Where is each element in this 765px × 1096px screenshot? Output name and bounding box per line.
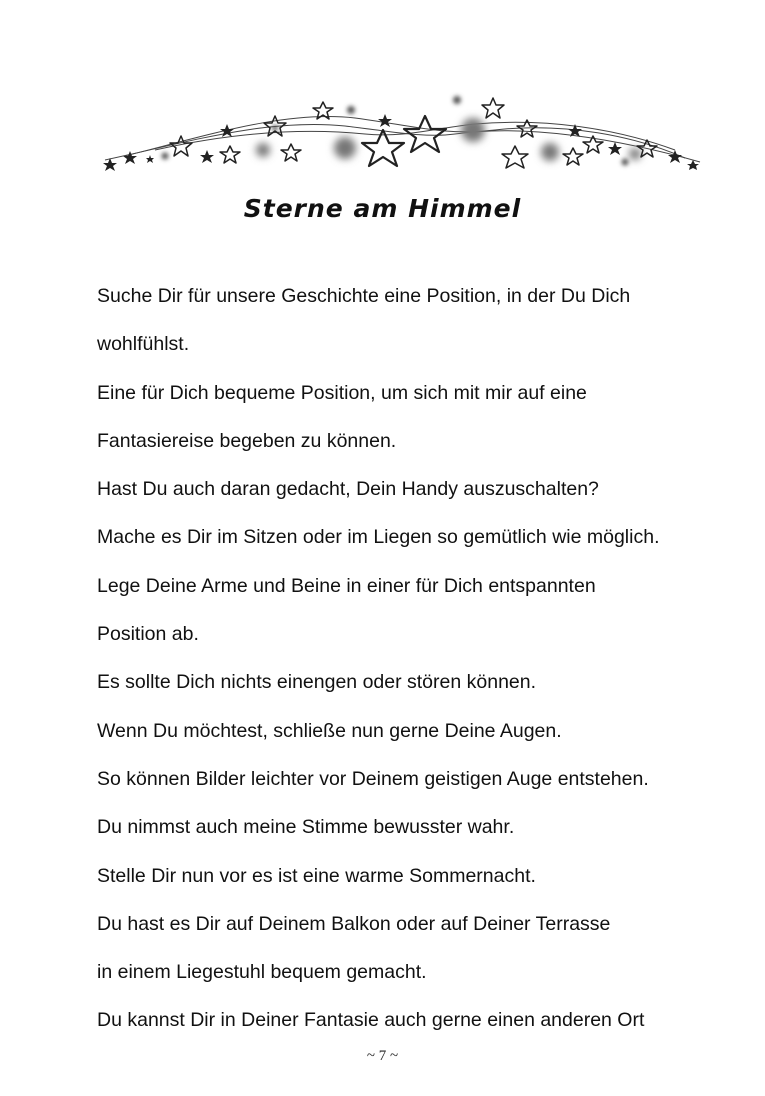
text-line: wohlfühlst. — [97, 333, 190, 356]
text-line: Du kannst Dir in Deiner Fantasie auch gerne einen anderen Ort — [97, 1009, 645, 1032]
story-text — [97, 272, 737, 1045]
text-line: Lege Deine Arme und Beine in einer für Dich entspannten — [97, 574, 596, 597]
text-line: Du hast es Dir auf Deinem Balkon oder auf Deiner Terrasse — [97, 912, 611, 935]
text-line: So können Bilder leichter vor Deinem geistigen Auge entstehen. — [97, 767, 649, 790]
text-line: in einem Liegestuhl bequem gemacht. — [97, 961, 427, 984]
text-line: Suche Dir für unsere Geschichte eine Position, in der Du Dich — [97, 285, 631, 307]
stars-ornament-icon — [95, 88, 707, 174]
page-title: Sterne am Himmel — [243, 194, 522, 223]
text-line: Du nimmst auch meine Stimme bewusster wahr. — [97, 816, 515, 839]
text-line: Position ab. — [97, 623, 199, 646]
text-line: Es sollte Dich nichts einengen oder stören können. — [97, 671, 537, 694]
text-line: Hast Du auch daran gedacht, Dein Handy auszuschalten? — [97, 478, 599, 501]
text-line: Mache es Dir im Sitzen oder im Liegen so gemütlich wie möglich. — [97, 526, 660, 549]
text-line: Stelle Dir nun vor es ist eine warme Sommernacht. — [97, 864, 536, 887]
page-number: ~ 7 ~ — [366, 1048, 399, 1064]
text-line: Eine für Dich bequeme Position, um sich mit mir auf eine — [97, 381, 587, 404]
text-line: Wenn Du möchtest, schließe nun gerne Deine Augen. — [97, 719, 562, 742]
text-line: Fantasiereise begeben zu können. — [97, 429, 397, 452]
